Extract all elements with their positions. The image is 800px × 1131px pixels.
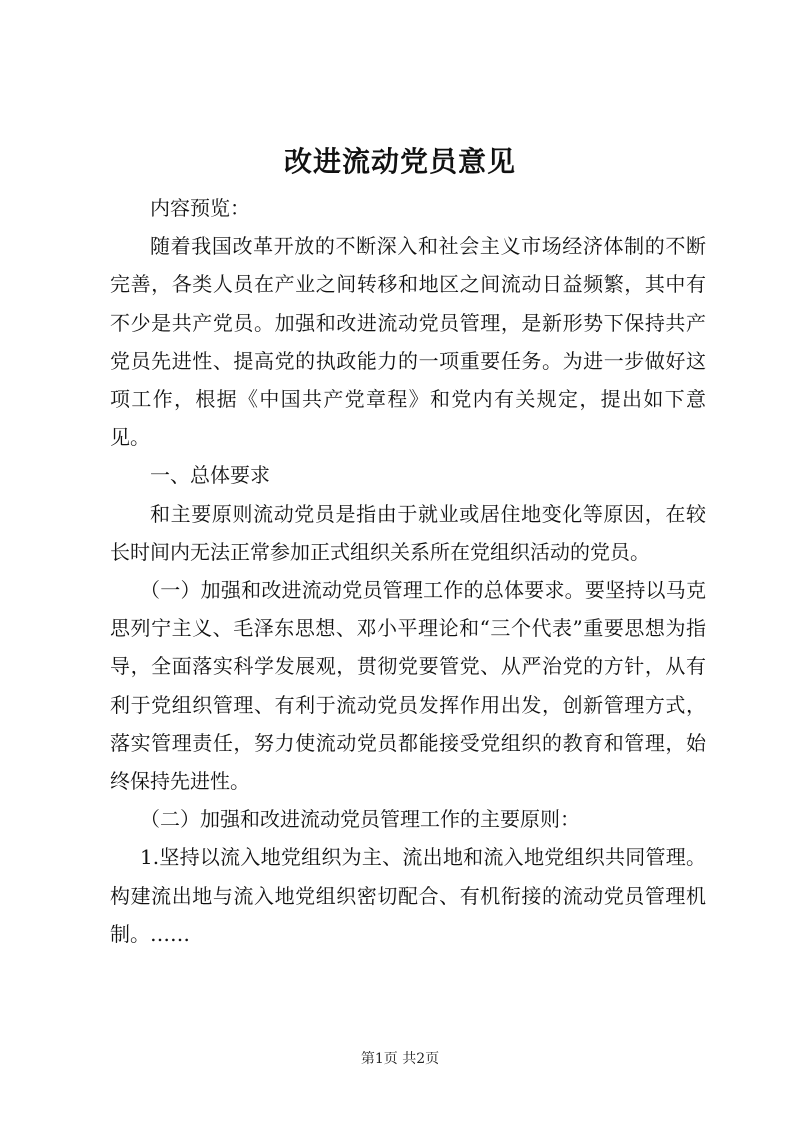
preview-label: 内容预览： [150, 196, 250, 220]
body-paragraph-requirements: （一）加强和改进流动党员管理工作的总体要求。要坚持以马克思列宁主义、毛泽东思想、邓小平理论和“三个代表”重要思想为指导，全面落实科学发展观，贯彻党要管党、从严治党的方针，从有利于党组织管理、有利于流动党员发挥作用出发，创新管理方式，落实管理责任，努力使流动党员都能接受党组织的教育和管理，始终保持先进性。 [110, 578, 706, 794]
body-paragraph-principles-heading: （二）加强和改进流动党员管理工作的主要原则： [140, 807, 580, 832]
document-title: 改进流动党员意见 [283, 145, 516, 178]
page-number: 第1页 共2页 [360, 1051, 440, 1067]
body-paragraph-definition: 和主要原则流动党员是指由于就业或居住地变化等原因，在较长时间内无法正常参加正式组织关系所在党组织活动的党员。 [110, 501, 706, 564]
body-paragraph-principle-1: 1.坚持以流入地党组织为主、流出地和流入地党组织共同管理。构建流出地与流入地党组织密切配合、有机衔接的流动党员管理机制。…… [110, 845, 706, 946]
document-body [110, 189, 706, 953]
section-heading-general-requirements: 一、总体要求 [150, 463, 270, 488]
body-paragraph-intro: 随着我国改革开放的不断深入和社会主义市场经济体制的不断完善，各类人员在产业之间转移和地区之间流动日益频繁，其中有不少是共产党员。加强和改进流动党员管理，是新形势下保持共产党员先进性、提高党的执政能力的一项重要任务。为进一步做好这项工作，根据《中国共产党章程》和党内有关规定，提出如下意见。 [110, 234, 706, 450]
